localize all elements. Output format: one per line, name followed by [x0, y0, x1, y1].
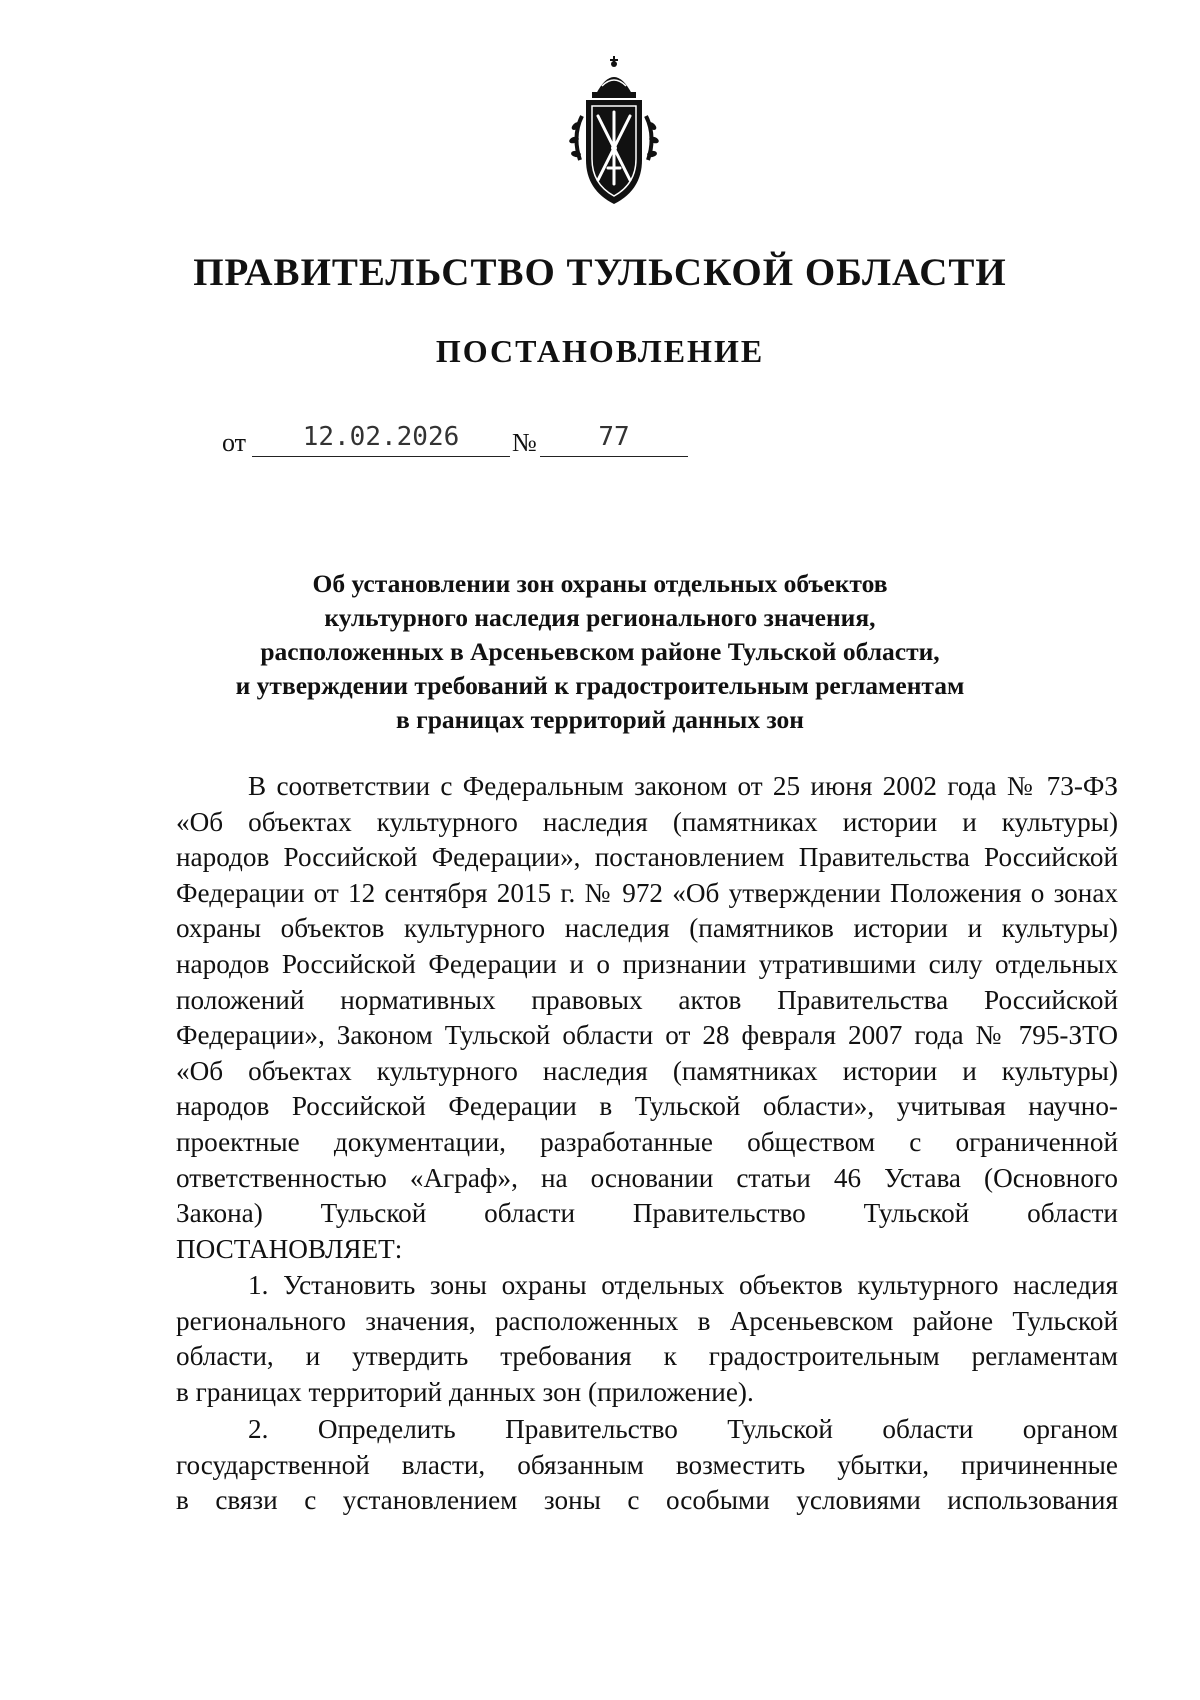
- text-line: в границах территорий данных зон (приложение).: [176, 1376, 754, 1407]
- date-label: от: [222, 428, 247, 457]
- document-type-title: ПОСТАНОВЛЕНИЕ: [435, 333, 765, 369]
- text-line: Закона) Тульской области Правительство Тульской области: [176, 1198, 1118, 1229]
- preamble-paragraph: [176, 769, 1118, 1267]
- number-label: №: [512, 428, 537, 457]
- title-line: Об установлении зон охраны отдельных объектов: [312, 569, 888, 598]
- text-line: положений нормативных правовых актов Правительства Российской: [176, 984, 1118, 1015]
- title-line: и утверждении требований к градостроительным регламентам: [235, 671, 965, 700]
- text-line: «Об объектах культурного наследия (памятниках истории и культуры): [176, 1055, 1118, 1086]
- text-line: народов Российской Федерации», постановлением Правительства Российской: [176, 842, 1118, 873]
- text-line: 2. Определить Правительство Тульской области органом: [248, 1414, 1118, 1444]
- text-line: 1. Установить зоны охраны отдельных объектов культурного наследия: [248, 1270, 1118, 1300]
- tula-coat-of-arms-icon: [562, 56, 666, 206]
- text-line: в связи с установлением зоны с особыми условиями использования: [176, 1485, 1118, 1516]
- item-1-paragraph: [176, 1268, 1118, 1410]
- document-title: [150, 567, 1050, 737]
- text-line: охраны объектов культурного наследия (памятников истории и культуры): [176, 913, 1118, 944]
- government-title: ПРАВИТЕЛЬСТВО ТУЛЬСКОЙ ОБЛАСТИ: [193, 251, 1007, 294]
- title-line: в границах территорий данных зон: [396, 705, 804, 734]
- resolves-keyword: ПОСТАНОВЛЯЕТ:: [176, 1233, 403, 1264]
- text-line: народов Российской Федерации и о признании утратившими силу отдельных: [176, 948, 1118, 979]
- title-line: культурного наследия регионального значения,: [324, 603, 876, 632]
- text-line: области, и утвердить требования к градостроительным регламентам: [176, 1341, 1118, 1372]
- item-2-paragraph: [176, 1412, 1118, 1519]
- text-line: государственной власти, обязанным возместить убытки, причиненные: [176, 1449, 1118, 1480]
- text-line: Федерации», Законом Тульской области от 28 февраля 2007 года № 795-ЗТО: [176, 1020, 1118, 1051]
- text-line: В соответствии с Федеральным законом от 25 июня 2002 года № 73-ФЗ: [248, 771, 1118, 801]
- text-line: проектные документации, разработанные обществом с ограниченной: [176, 1126, 1118, 1157]
- text-line: народов Российской Федерации в Тульской области», учитывая научно-: [176, 1091, 1118, 1122]
- text-line: «Об объектах культурного наследия (памятниках истории и культуры): [176, 806, 1118, 837]
- number-value: 77: [540, 420, 688, 457]
- text-line: Федерации от 12 сентября 2015 г. № 972 «Об утверждении Положения о зонах: [176, 877, 1118, 908]
- date-value: 12.02.2026: [252, 420, 510, 457]
- text-line: регионального значения, расположенных в Арсеньевском районе Тульской: [176, 1305, 1118, 1336]
- text-line: ответственностью «Аграф», на основании статьи 46 Устава (Основного: [176, 1162, 1118, 1193]
- title-line: расположенных в Арсеньевском районе Тульской области,: [260, 637, 940, 666]
